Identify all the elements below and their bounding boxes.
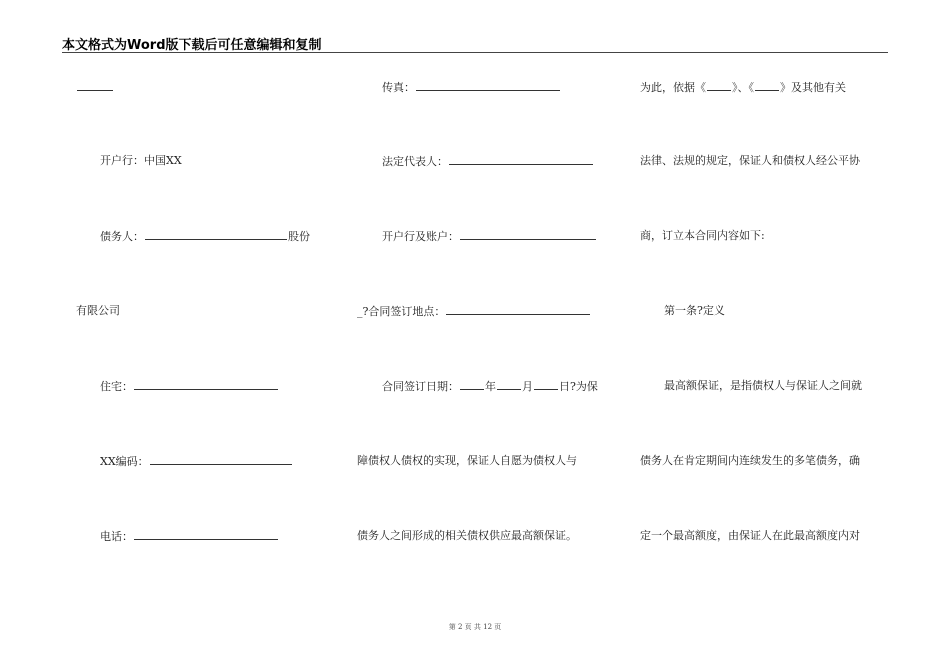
col2-line-3 <box>382 229 597 244</box>
debtor-blank <box>145 229 287 240</box>
footer-mid1: 页 <box>464 623 472 631</box>
legal-rep-blank <box>449 154 593 165</box>
footer-post: 页 <box>494 623 502 631</box>
col3-line-3: 商，订立本合同内容如下: <box>640 229 765 242</box>
address-label: 住宅： <box>100 380 133 393</box>
day-label: 日?为保 <box>559 380 598 393</box>
col3-line-4: 第一条?定义 <box>664 304 725 317</box>
col2-line-5 <box>382 379 598 394</box>
col2-line-6: 障债权人债权的实现，保证人自愿为债权人与 <box>357 454 577 467</box>
col3-line-1 <box>640 80 846 95</box>
month-blank <box>497 379 521 390</box>
header-title: 本文格式为Word版下载后可任意编辑和复制 <box>62 38 322 53</box>
bank-account-label: 开户行及账户： <box>382 230 459 243</box>
col2-line-4 <box>357 304 591 319</box>
basis-text-b: 》、《 <box>732 81 754 94</box>
col1-line-6 <box>100 454 293 469</box>
page-footer <box>0 622 950 632</box>
col2-line-1 <box>382 80 561 95</box>
page-header <box>62 34 888 53</box>
address-blank <box>134 379 278 390</box>
col2-line-7: 债务人之间形成的相关债权供应最高额保证。 <box>357 529 577 542</box>
law-blank-2 <box>755 80 779 91</box>
col1-line-7 <box>100 529 279 544</box>
sign-place-blank <box>446 304 590 315</box>
col3-line-2: 法律、法规的规定，保证人和债权人经公平协 <box>640 154 860 167</box>
col3-line-6: 债务人在肯定期间内连续发生的多笔债务，确 <box>640 454 860 467</box>
phone-blank <box>134 529 278 540</box>
postcode-blank <box>150 454 292 465</box>
footer-pre: 第 <box>448 623 456 631</box>
footer-page-number: 2 <box>457 623 463 631</box>
day-blank <box>534 379 558 390</box>
law-blank-1 <box>707 80 731 91</box>
postcode-label: XX编码： <box>100 455 149 468</box>
col1-line-3 <box>100 229 310 244</box>
col1-line-5 <box>100 379 279 394</box>
sign-date-label: 合同签订日期： <box>382 380 459 393</box>
debtor-label: 债务人： <box>100 230 144 243</box>
phone-label: 电话： <box>100 530 133 543</box>
sign-place-label: _?合同签订地点： <box>357 305 446 318</box>
footer-mid2: 共 <box>473 623 481 631</box>
debtor-suffix: 股份 <box>288 230 310 243</box>
year-label: 年 <box>485 380 496 393</box>
fax-label: 传真： <box>382 81 415 94</box>
bank-account-blank <box>460 229 596 240</box>
basis-text-c: 》及其他有关 <box>780 81 846 94</box>
fax-blank <box>416 80 560 91</box>
footer-total-pages: 12 <box>483 623 493 631</box>
col3-line-7: 定一个最高额度，由保证人在此最高额度内对 <box>640 529 860 542</box>
col1-line-2: 开户行：中国XX <box>100 154 182 167</box>
col3-line-5: 最高额保证，是指债权人与保证人之间就 <box>664 379 862 392</box>
fill-blank <box>77 80 113 91</box>
col1-line-1 <box>76 80 114 95</box>
col2-line-2 <box>382 154 594 169</box>
basis-text-a: 为此，依据《 <box>640 81 706 94</box>
legal-rep-label: 法定代表人： <box>382 155 448 168</box>
year-blank <box>460 379 484 390</box>
col1-line-4: 有限公司 <box>76 304 120 317</box>
month-label: 月 <box>522 380 533 393</box>
